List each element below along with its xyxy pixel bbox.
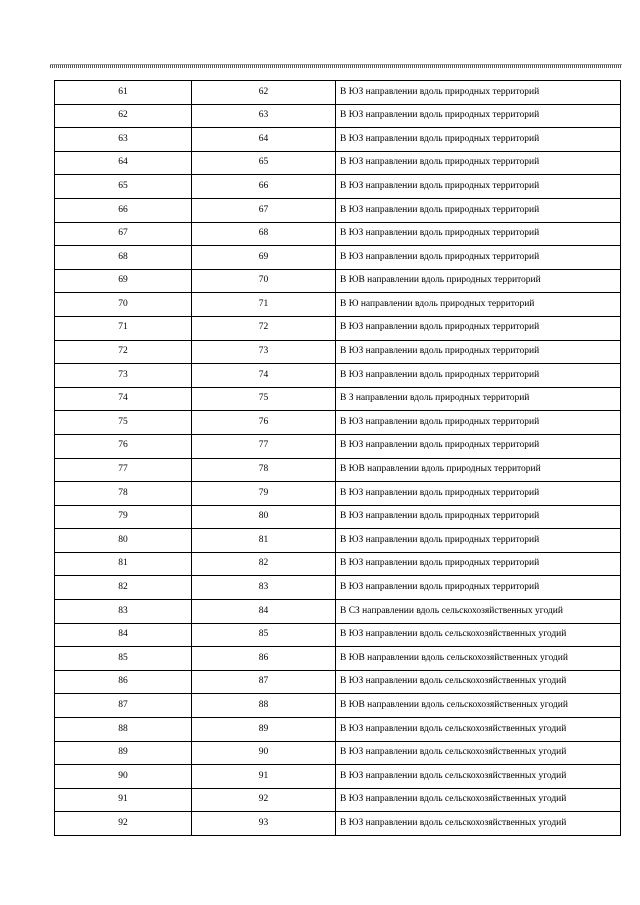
point-to-cell: 85 <box>192 623 336 647</box>
point-from-cell: 69 <box>55 269 192 293</box>
direction-description-cell: В ЮЗ направлении вдоль сельскохозяйственных угодий <box>336 788 621 812</box>
direction-description-cell: В З направлении вдоль природных территорий <box>336 387 621 411</box>
header-rule <box>50 64 622 68</box>
point-to-cell: 71 <box>192 293 336 317</box>
direction-description-cell: В ЮЗ направлении вдоль природных территорий <box>336 198 621 222</box>
table-row <box>55 670 621 694</box>
point-to-cell: 89 <box>192 718 336 742</box>
point-to-cell: 63 <box>192 104 336 128</box>
point-to-cell: 62 <box>192 81 336 105</box>
table-row <box>55 576 621 600</box>
direction-description-cell: В ЮЗ направлении вдоль природных территорий <box>336 81 621 105</box>
point-to-cell: 77 <box>192 434 336 458</box>
point-from-cell: 79 <box>55 505 192 529</box>
table-row <box>55 316 621 340</box>
table-row <box>55 718 621 742</box>
direction-description-cell: В ЮЗ направлении вдоль природных территорий <box>336 505 621 529</box>
direction-description-cell: В ЮЗ направлении вдоль сельскохозяйственных угодий <box>336 765 621 789</box>
table-row <box>55 387 621 411</box>
point-to-cell: 72 <box>192 316 336 340</box>
point-from-cell: 82 <box>55 576 192 600</box>
point-to-cell: 67 <box>192 198 336 222</box>
direction-description-cell: В ЮЗ направлении вдоль природных территорий <box>336 482 621 506</box>
direction-description-cell: В Ю направлении вдоль природных территорий <box>336 293 621 317</box>
table-row <box>55 175 621 199</box>
direction-description-cell: В ЮВ направлении вдоль природных территорий <box>336 458 621 482</box>
point-from-cell: 78 <box>55 482 192 506</box>
table-row <box>55 81 621 105</box>
table-row <box>55 128 621 152</box>
point-to-cell: 66 <box>192 175 336 199</box>
point-from-cell: 73 <box>55 364 192 388</box>
boundary-points-table <box>54 80 621 836</box>
point-from-cell: 92 <box>55 812 192 836</box>
point-from-cell: 83 <box>55 600 192 624</box>
point-to-cell: 65 <box>192 151 336 175</box>
point-to-cell: 88 <box>192 694 336 718</box>
direction-description-cell: В ЮЗ направлении вдоль природных территорий <box>336 175 621 199</box>
direction-description-cell: В ЮЗ направлении вдоль природных территорий <box>336 529 621 553</box>
point-to-cell: 81 <box>192 529 336 553</box>
point-from-cell: 76 <box>55 434 192 458</box>
direction-description-cell: В ЮЗ направлении вдоль природных территорий <box>336 104 621 128</box>
point-from-cell: 72 <box>55 340 192 364</box>
point-to-cell: 87 <box>192 670 336 694</box>
direction-description-cell: В ЮВ направлении вдоль сельскохозяйственных угодий <box>336 694 621 718</box>
direction-description-cell: В ЮЗ направлении вдоль природных территорий <box>336 340 621 364</box>
point-from-cell: 80 <box>55 529 192 553</box>
table-row <box>55 246 621 270</box>
point-to-cell: 76 <box>192 411 336 435</box>
table-row <box>55 741 621 765</box>
table-row <box>55 552 621 576</box>
table-row <box>55 222 621 246</box>
table-row <box>55 293 621 317</box>
point-from-cell: 81 <box>55 552 192 576</box>
point-from-cell: 66 <box>55 198 192 222</box>
direction-description-cell: В ЮЗ направлении вдоль природных территорий <box>336 576 621 600</box>
table-row <box>55 340 621 364</box>
table-row <box>55 812 621 836</box>
table-row <box>55 694 621 718</box>
table-row <box>55 505 621 529</box>
point-from-cell: 84 <box>55 623 192 647</box>
direction-description-cell: В ЮЗ направлении вдоль природных территорий <box>336 128 621 152</box>
direction-description-cell: В ЮЗ направлении вдоль природных территорий <box>336 222 621 246</box>
direction-description-cell: В ЮЗ направлении вдоль природных территорий <box>336 552 621 576</box>
direction-description-cell: В ЮЗ направлении вдоль сельскохозяйственных угодий <box>336 741 621 765</box>
table-row <box>55 104 621 128</box>
direction-description-cell: В ЮЗ направлении вдоль природных территорий <box>336 364 621 388</box>
point-to-cell: 75 <box>192 387 336 411</box>
direction-description-cell: В ЮЗ направлении вдоль природных территорий <box>336 316 621 340</box>
direction-description-cell: В ЮВ направлении вдоль сельскохозяйственных угодий <box>336 647 621 671</box>
direction-description-cell: В ЮЗ направлении вдоль сельскохозяйственных угодий <box>336 812 621 836</box>
point-from-cell: 61 <box>55 81 192 105</box>
point-from-cell: 71 <box>55 316 192 340</box>
table-row <box>55 411 621 435</box>
point-from-cell: 77 <box>55 458 192 482</box>
point-to-cell: 79 <box>192 482 336 506</box>
direction-description-cell: В ЮЗ направлении вдоль природных территорий <box>336 411 621 435</box>
point-from-cell: 67 <box>55 222 192 246</box>
point-from-cell: 86 <box>55 670 192 694</box>
table-row <box>55 529 621 553</box>
point-from-cell: 70 <box>55 293 192 317</box>
point-to-cell: 69 <box>192 246 336 270</box>
point-to-cell: 92 <box>192 788 336 812</box>
table-row <box>55 482 621 506</box>
point-to-cell: 70 <box>192 269 336 293</box>
point-from-cell: 88 <box>55 718 192 742</box>
point-from-cell: 63 <box>55 128 192 152</box>
point-from-cell: 65 <box>55 175 192 199</box>
table-row <box>55 623 621 647</box>
table-row <box>55 647 621 671</box>
point-from-cell: 62 <box>55 104 192 128</box>
table-row <box>55 269 621 293</box>
direction-description-cell: В ЮЗ направлении вдоль сельскохозяйственных угодий <box>336 670 621 694</box>
table-row <box>55 198 621 222</box>
table-row <box>55 434 621 458</box>
point-from-cell: 74 <box>55 387 192 411</box>
direction-description-cell: В ЮВ направлении вдоль природных территорий <box>336 269 621 293</box>
point-from-cell: 68 <box>55 246 192 270</box>
point-from-cell: 87 <box>55 694 192 718</box>
table-row <box>55 458 621 482</box>
point-from-cell: 85 <box>55 647 192 671</box>
point-from-cell: 91 <box>55 788 192 812</box>
direction-description-cell: В ЮЗ направлении вдоль сельскохозяйственных угодий <box>336 623 621 647</box>
point-to-cell: 78 <box>192 458 336 482</box>
point-to-cell: 93 <box>192 812 336 836</box>
table-row <box>55 151 621 175</box>
direction-description-cell: В СЗ направлении вдоль сельскохозяйственных угодий <box>336 600 621 624</box>
point-to-cell: 74 <box>192 364 336 388</box>
table-row <box>55 600 621 624</box>
point-to-cell: 91 <box>192 765 336 789</box>
point-to-cell: 84 <box>192 600 336 624</box>
point-to-cell: 80 <box>192 505 336 529</box>
point-to-cell: 86 <box>192 647 336 671</box>
direction-description-cell: В ЮЗ направлении вдоль природных территорий <box>336 434 621 458</box>
point-from-cell: 90 <box>55 765 192 789</box>
point-from-cell: 64 <box>55 151 192 175</box>
point-to-cell: 68 <box>192 222 336 246</box>
direction-description-cell: В ЮЗ направлении вдоль природных территорий <box>336 151 621 175</box>
direction-description-cell: В ЮЗ направлении вдоль природных территорий <box>336 246 621 270</box>
point-to-cell: 82 <box>192 552 336 576</box>
point-to-cell: 83 <box>192 576 336 600</box>
point-to-cell: 73 <box>192 340 336 364</box>
point-to-cell: 90 <box>192 741 336 765</box>
point-to-cell: 64 <box>192 128 336 152</box>
table-body <box>55 81 621 836</box>
direction-description-cell: В ЮЗ направлении вдоль сельскохозяйственных угодий <box>336 718 621 742</box>
table-row <box>55 765 621 789</box>
point-from-cell: 75 <box>55 411 192 435</box>
table-row <box>55 788 621 812</box>
table-row <box>55 364 621 388</box>
point-from-cell: 89 <box>55 741 192 765</box>
